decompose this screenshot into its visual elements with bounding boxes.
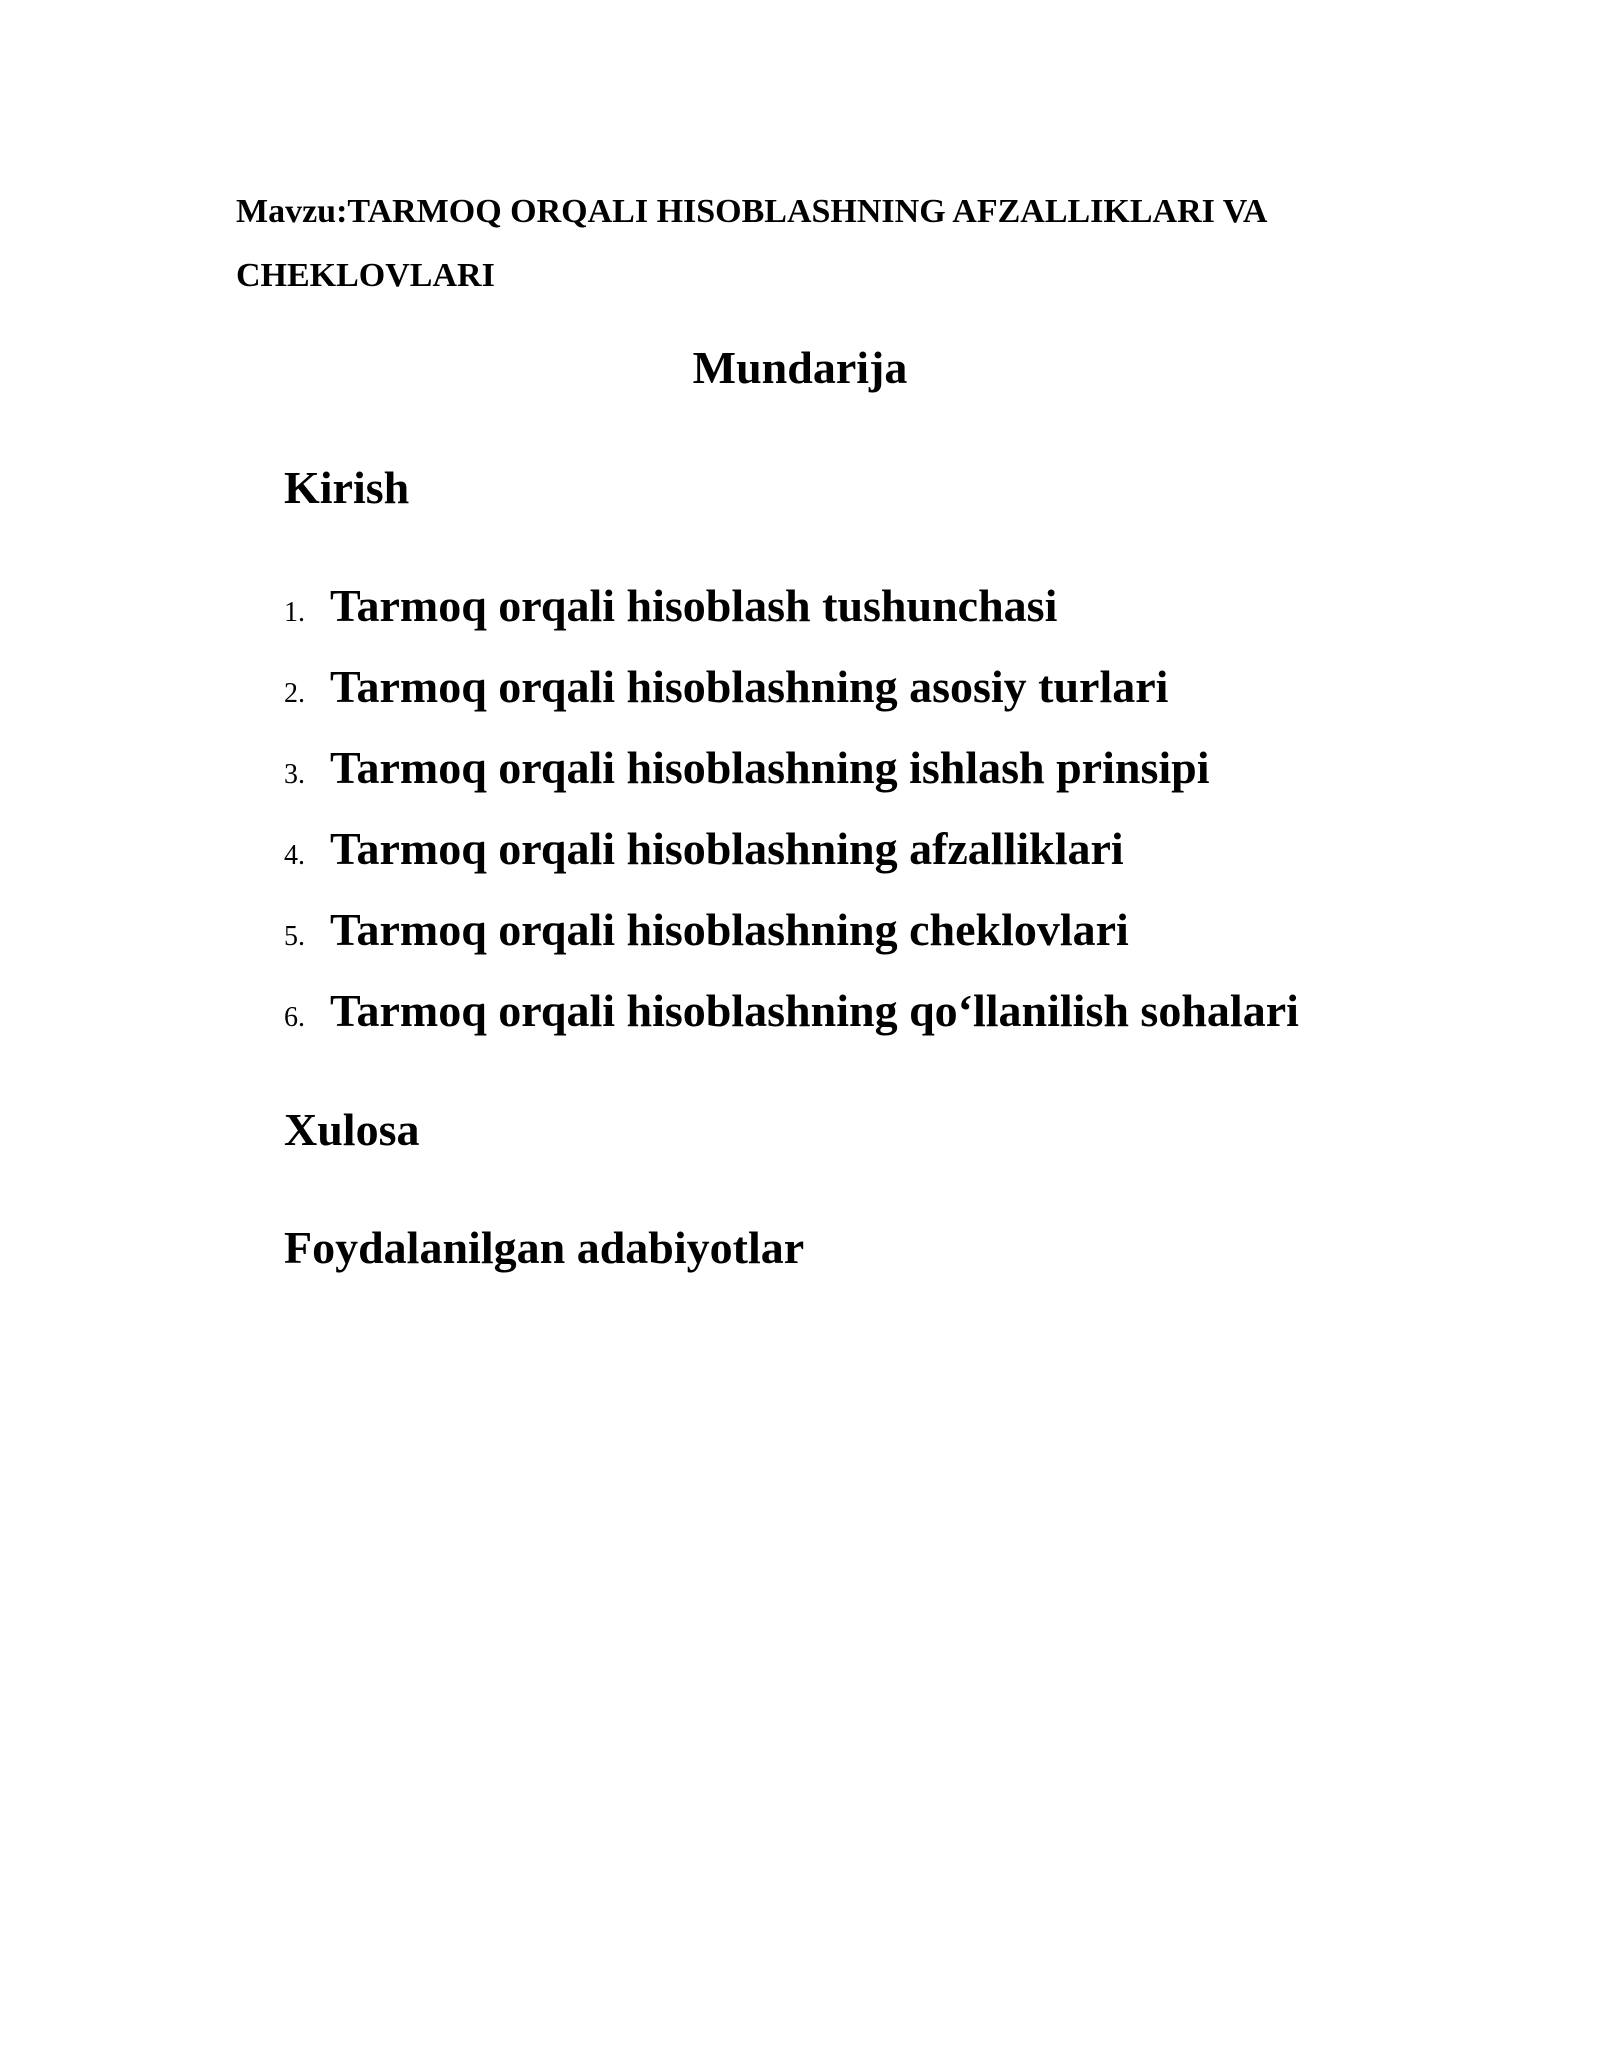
toc-entry-intro: Kirish — [284, 462, 410, 513]
toc-item — [284, 819, 1299, 900]
toc-item-text: Tarmoq orqali hisoblashning ishlash prinsipi — [330, 742, 1210, 793]
toc-item-number: 2. — [284, 678, 305, 709]
toc-item-text: Tarmoq orqali hisoblashning cheklovlari — [330, 904, 1129, 955]
toc-item-text: Tarmoq orqali hisoblash tushunchasi — [330, 580, 1058, 631]
document-topic: Mavzu:TARMOQ ORQALI HISOBLASHNING AFZALLIKLARI VA CHEKLOVLARI — [236, 193, 1266, 294]
toc-item-number: 6. — [284, 1002, 305, 1033]
toc-entry-references: Foydalanilgan adabiyotlar — [284, 1222, 805, 1273]
toc-heading: Mundarija — [692, 342, 908, 393]
toc-item — [284, 576, 1299, 657]
toc-item — [284, 738, 1299, 819]
toc-list — [284, 576, 1299, 1062]
toc-entry-conclusion: Xulosa — [284, 1104, 420, 1155]
toc-item-text: Tarmoq orqali hisoblashning qo‘llanilish sohalari — [330, 985, 1299, 1036]
toc-item — [284, 657, 1299, 738]
toc-item-number: 4. — [284, 840, 305, 871]
toc-item — [284, 900, 1299, 981]
toc-item-number: 5. — [284, 921, 305, 952]
toc-item-text: Tarmoq orqali hisoblashning asosiy turlari — [330, 661, 1169, 712]
toc-item-number: 3. — [284, 759, 305, 790]
toc-item — [284, 981, 1299, 1062]
toc-item-text: Tarmoq orqali hisoblashning afzalliklari — [330, 823, 1124, 874]
toc-item-number: 1. — [284, 597, 305, 628]
